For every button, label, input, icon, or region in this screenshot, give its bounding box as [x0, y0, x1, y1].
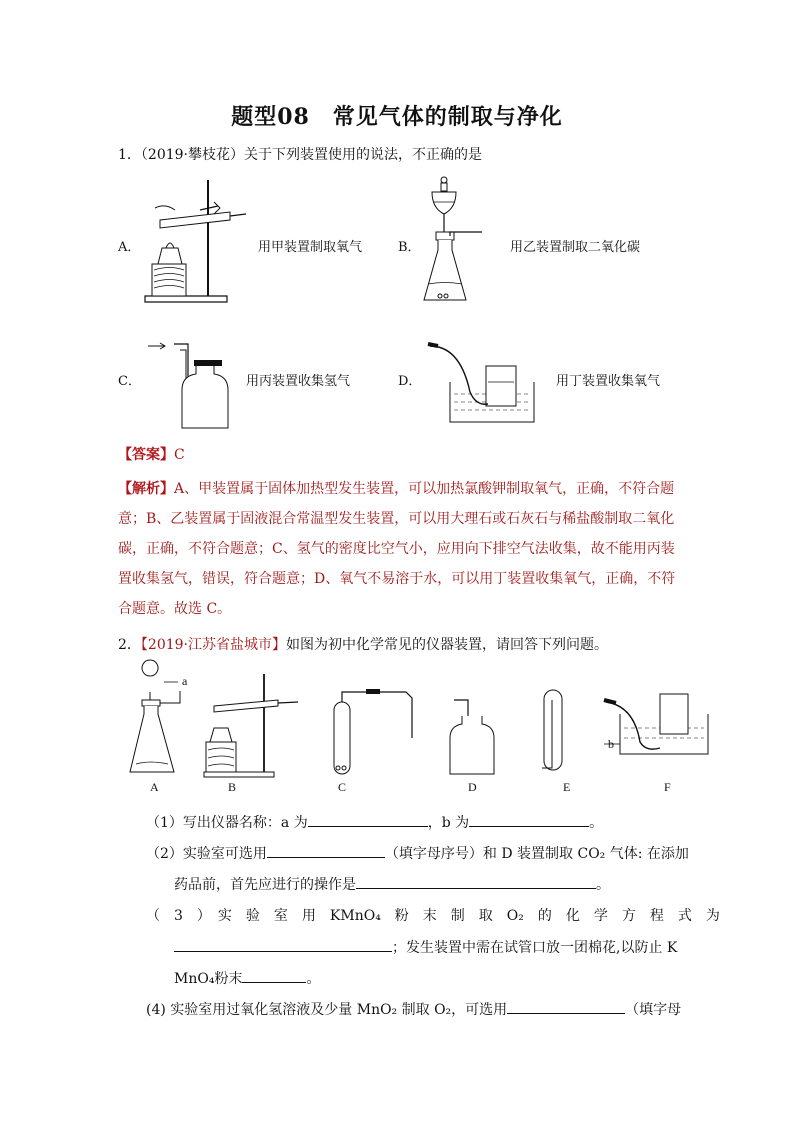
option-c-letter: C． — [118, 374, 141, 389]
sub-question-4: (4) 实验室用过氧化氢溶液及少量 MnO₂ 制取 O₂，可选用 （填字母 — [146, 999, 681, 1020]
sub-question-2-cont: 药品前，首先应进行的操作是 。 — [174, 874, 610, 895]
apparatus-d-figure — [420, 338, 540, 430]
question-2-source: 【2019·江苏省盐城市】 — [140, 637, 287, 653]
analysis-line: 置收集氢气，错误，符合题意；D、氧气不易溶于水，可以用丁装置收集氧气，正确，不符 — [118, 571, 676, 587]
analysis-line: 合题意。故选 C。 — [118, 601, 232, 617]
sub-question-3: （ 3 ） 实 验 室 用 KMnO₄ 粉 末 制 取 O₂ 的 化 学 方 程 式 为 — [146, 908, 720, 924]
question-2-number: 2． — [118, 637, 141, 653]
figure-label: D — [468, 780, 477, 794]
page-title: 题型08 常见气体的制取与净化 — [231, 104, 563, 130]
answer-blank-equation[interactable] — [174, 937, 392, 952]
answer-blank-b[interactable] — [469, 812, 589, 827]
figure-mark-a: a — [182, 674, 188, 688]
analysis-line: A、甲装置属于固体加热型发生装置，可以加热氯酸钾制取氧气，正确，不符合题 — [174, 481, 675, 497]
apparatus-b-figure — [420, 172, 500, 306]
analysis-line: 意；B、乙装置属于固液混合常温型发生装置，可以用大理石或石灰石与稀盐酸制取二氧化 — [118, 511, 675, 527]
figure-label: F — [664, 780, 671, 794]
figure-mark-b: b — [608, 737, 614, 751]
figure-label: E — [563, 780, 571, 794]
answer-blank-prevent[interactable] — [242, 968, 306, 983]
option-d-letter: D． — [398, 374, 422, 389]
answer-blank-apparatus[interactable] — [267, 843, 385, 858]
apparatus-a-figure — [140, 172, 250, 306]
option-b-text: 用乙装置制取二氧化碳 — [510, 240, 641, 255]
question-1-stem: 1．（2019·攀枝花）关于下列装置使用的说法，不正确的是 — [118, 147, 482, 163]
figure-label: B — [228, 780, 237, 794]
figure-label: C — [338, 780, 347, 794]
apparatus-c-figure — [148, 338, 228, 430]
analysis-line: 碳，正确，不符合题意；C、氢气的密度比空气小，应用向下排空气法收集，故不能用丙装 — [118, 541, 675, 557]
apparatus-row-figure — [120, 664, 680, 784]
option-a-text: 用甲装置制取氧气 — [258, 240, 363, 255]
analysis-block — [118, 474, 678, 624]
answer-blank-a[interactable] — [308, 812, 428, 827]
sub-question-3-cont: ；发生装置中需在试管口放一团棉花,以防止 K — [174, 937, 677, 958]
analysis-tag: 【解析】 — [118, 481, 174, 497]
question-2-stem-row — [118, 635, 608, 655]
option-b-letter: B． — [398, 240, 421, 255]
answer-blank-generator[interactable] — [507, 999, 625, 1014]
sub-question-1: （1）写出仪器名称：a 为 ，b 为 。 — [146, 812, 603, 833]
option-d-text: 用丁装置收集氧气 — [556, 374, 661, 389]
option-a-letter: A． — [118, 240, 141, 255]
sub-question-2: （2）实验室可选用 （填字母序号）和 D 装置制取 CO₂ 气体: 在添加 — [146, 843, 689, 864]
figure-label: A — [150, 780, 159, 794]
question-2-stem: 如图为初中化学常见的仪器装置，请回答下列问题。 — [286, 637, 609, 653]
option-c-text: 用丙装置收集氢气 — [246, 374, 351, 389]
sub-question-3-end: MnO₄粉末 。 — [174, 968, 320, 989]
answer-blank-operation[interactable] — [356, 874, 596, 889]
answer-tag: 【答案】 — [118, 447, 174, 463]
answer-value: C — [174, 447, 185, 463]
